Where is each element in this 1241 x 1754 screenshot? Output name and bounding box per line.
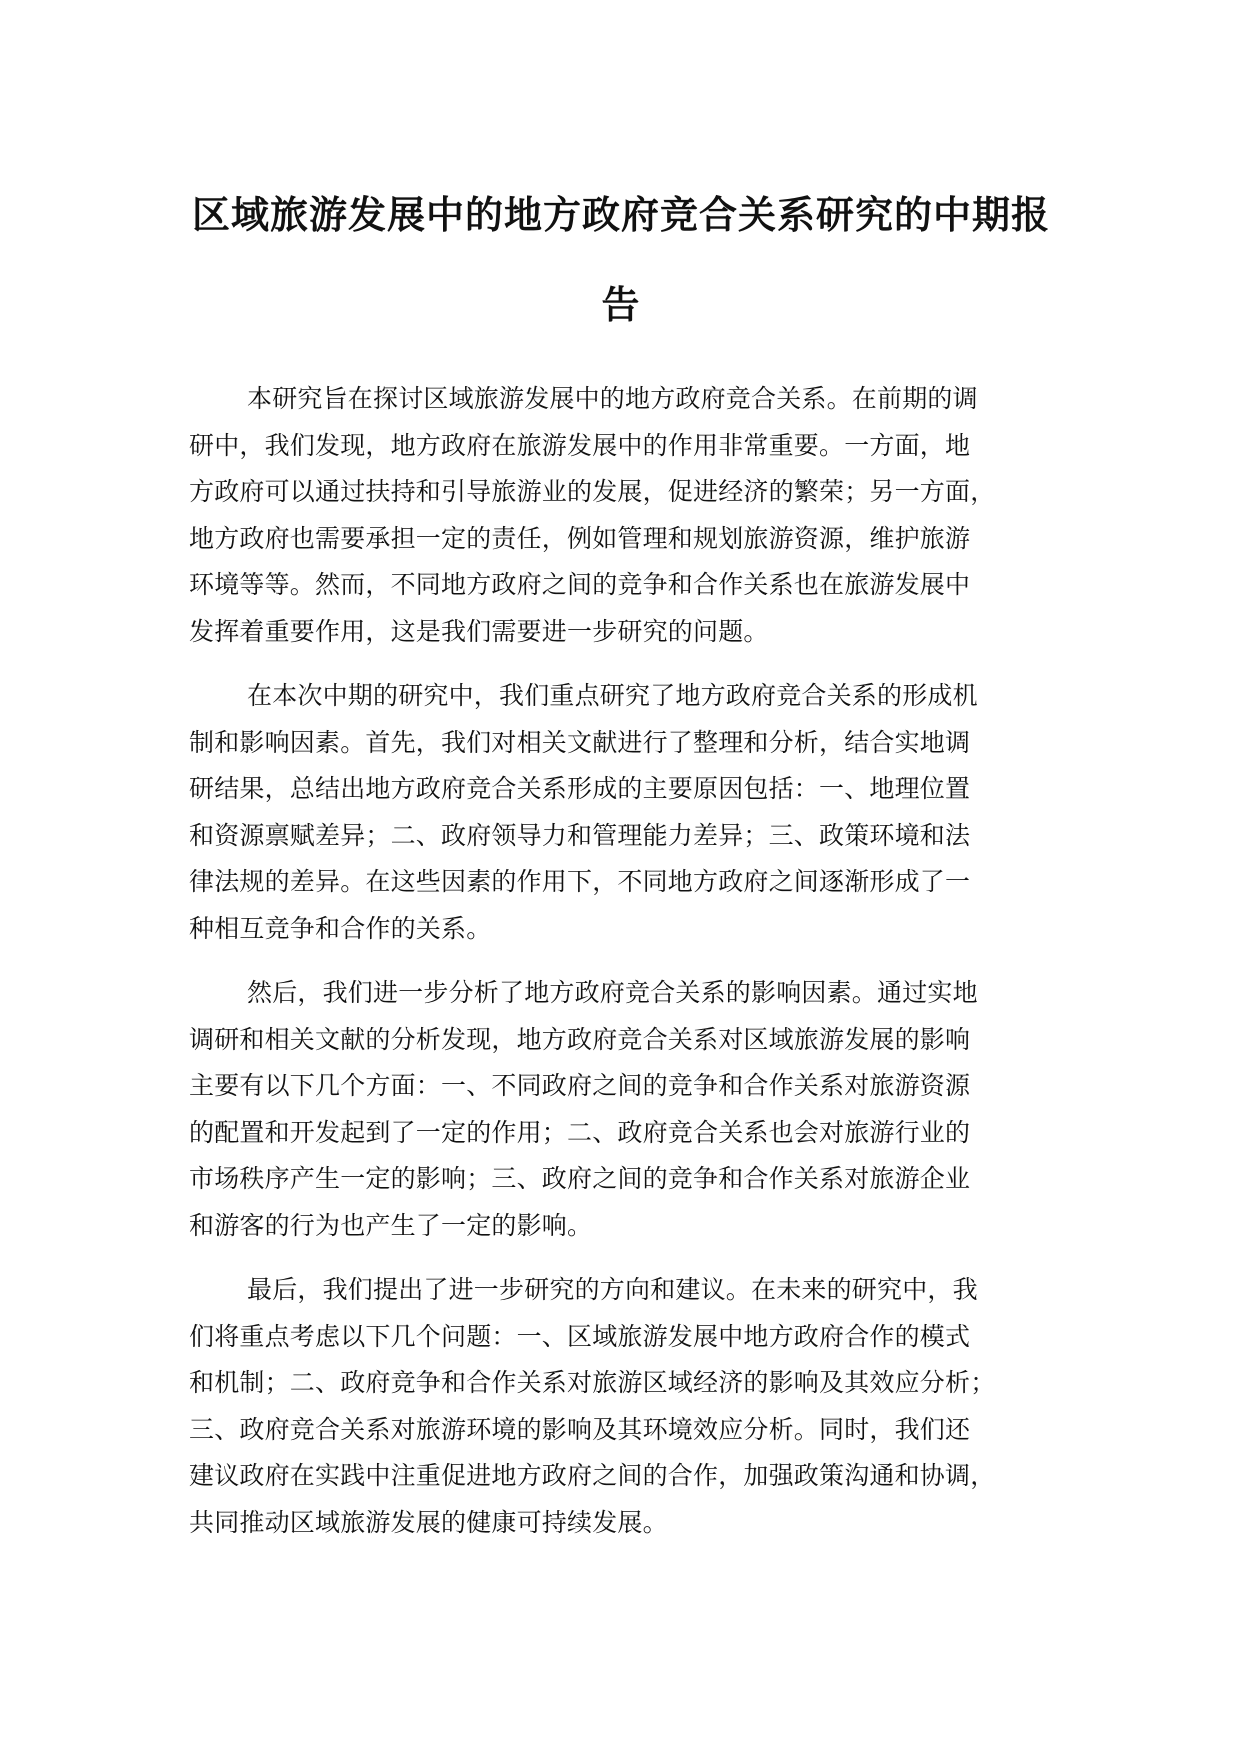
paragraph-line: 研结果，总结出地方政府竞合关系形成的主要原因包括：一、地理位置 — [189, 774, 971, 803]
paragraph-line: 市场秩序产生一定的影响；三、政府之间的竞争和合作关系对旅游企业 — [189, 1164, 971, 1193]
paragraph-line: 和资源禀赋差异；二、政府领导力和管理能力差异；三、政策环境和法 — [189, 820, 971, 850]
paragraph-line: 种相互竞争和合作的关系。 — [189, 913, 492, 943]
paragraph-line: 制和影响因素。首先，我们对相关文献进行了整理和分析，结合实地调 — [189, 727, 971, 757]
paragraph-line: 发挥着重要作用，这是我们需要进一步研究的问题。 — [189, 616, 769, 646]
paragraph-line: 方政府可以通过扶持和引导旅游业的发展，促进经济的繁荣；另一方面， — [189, 477, 996, 506]
paragraph-line: 研中，我们发现，地方政府在旅游发展中的作用非常重要。一方面，地 — [189, 430, 971, 460]
paragraph-line: 律法规的差异。在这些因素的作用下，不同地方政府之间逐渐形成了一 — [189, 867, 971, 896]
paragraph-line: 本研究旨在探讨区域旅游发展中的地方政府竞合关系。在前期的调 — [247, 384, 978, 413]
paragraph-line: 三、政府竞合关系对旅游环境的影响及其环境效应分析。同时，我们还 — [189, 1414, 971, 1444]
paragraph-2 — [189, 673, 1079, 952]
paragraph-line: 共同推动区域旅游发展的健康可持续发展。 — [189, 1507, 668, 1537]
paragraph-line: 建议政府在实践中注重促进地方政府之间的合作，加强政策沟通和协调， — [189, 1461, 996, 1490]
title-line: 区域旅游发展中的地方政府竞合关系研究的中期报 — [191, 193, 1050, 237]
paragraph-line: 然后，我们进一步分析了地方政府竞合关系的影响因素。通过实地 — [247, 978, 978, 1007]
document-body — [189, 376, 1079, 1564]
paragraph-line: 的配置和开发起到了一定的作用；二、政府竞合关系也会对旅游行业的 — [189, 1117, 971, 1147]
paragraph-line: 地方政府也需要承担一定的责任，例如管理和规划旅游资源，维护旅游 — [189, 523, 971, 553]
paragraph-4 — [189, 1267, 1079, 1546]
paragraph-3 — [189, 970, 1079, 1249]
paragraph-line: 们将重点考虑以下几个问题：一、区域旅游发展中地方政府合作的模式 — [189, 1321, 971, 1351]
paragraph-line: 和机制；二、政府竞争和合作关系对旅游区域经济的影响及其效应分析； — [189, 1368, 996, 1397]
paragraph-line: 和游客的行为也产生了一定的影响。 — [189, 1210, 593, 1240]
document-title — [190, 170, 1052, 350]
paragraph-1 — [189, 376, 1079, 655]
paragraph-line: 最后，我们提出了进一步研究的方向和建议。在未来的研究中，我 — [247, 1275, 978, 1304]
paragraph-line: 在本次中期的研究中，我们重点研究了地方政府竞合关系的形成机 — [247, 681, 978, 710]
paragraph-line: 主要有以下几个方面：一、不同政府之间的竞争和合作关系对旅游资源 — [189, 1071, 971, 1100]
paragraph-line: 环境等等。然而，不同地方政府之间的竞争和合作关系也在旅游发展中 — [189, 570, 971, 599]
paragraph-line: 调研和相关文献的分析发现，地方政府竞合关系对区域旅游发展的影响 — [189, 1024, 971, 1054]
title-line: 告 — [601, 283, 641, 327]
